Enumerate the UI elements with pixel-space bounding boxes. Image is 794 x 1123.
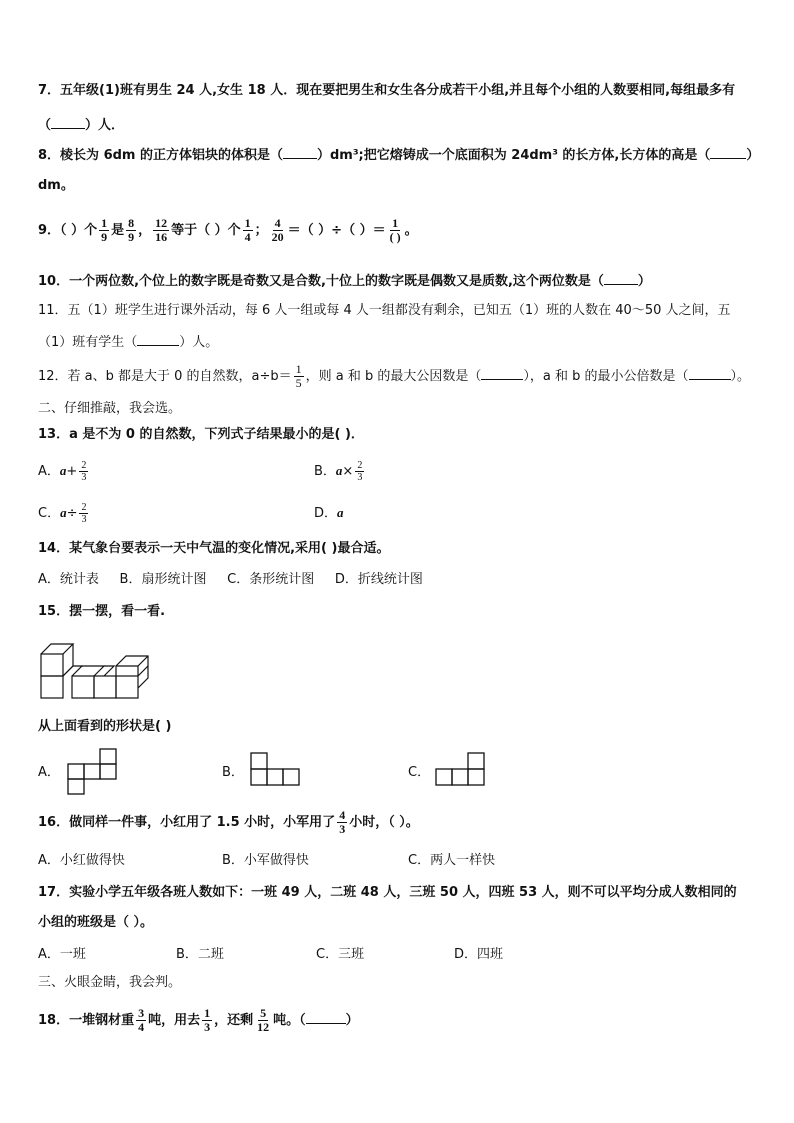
q9-frac-2 — [126, 217, 136, 244]
q7-line2 — [38, 115, 124, 135]
q18-frac-1 — [136, 1007, 146, 1034]
q13-c-op: ÷ — [66, 506, 78, 521]
q17-line2: 小组的班级是（ ）。 — [38, 915, 154, 930]
q9-text-5: ； — [254, 223, 268, 238]
q13-c-frac-num: 2 — [81, 502, 87, 513]
q16-frac-den: 3 — [339, 822, 346, 836]
q7-blank[interactable] — [51, 115, 85, 129]
q12-text-3: ），a 和 b 的最小公倍数是（ — [523, 369, 689, 384]
q9-frac-4-den: 4 — [244, 230, 251, 244]
q18-frac-3 — [255, 1007, 271, 1034]
q13-c-label: C． — [38, 506, 61, 521]
q9-frac-4 — [243, 217, 253, 244]
q18-frac-3-num: 5 — [260, 1006, 267, 1020]
q15-stem: 15．摆一摆，看一看. — [38, 604, 166, 619]
q14-stem: 14．某气象台要表示一天中气温的变化情况,采用( )最合适。 — [38, 541, 390, 556]
q8-text-2: ）dm³;把它熔铸成一个底面积为 24dm³ 的长方体,长方体的高是（ — [317, 148, 711, 163]
q10-close: ） — [637, 274, 651, 289]
q13-c-var: a — [60, 505, 67, 520]
q11-close: ）人。 — [179, 335, 219, 350]
q9-frac-6-num: 1 — [392, 216, 399, 230]
q9-frac-5-num: 4 — [274, 216, 281, 230]
q16-text-2: 小时，（ ）。 — [349, 815, 419, 830]
q18-frac-1-num: 3 — [138, 1006, 145, 1020]
q13-a-frac-num: 2 — [81, 460, 87, 471]
q13-option-a[interactable] — [38, 454, 90, 489]
q13-c-frac-den: 3 — [81, 514, 87, 525]
q14-options[interactable]: A．统计表 B．扇形统计图 C．条形统计图 D．折线统计图 — [38, 572, 423, 587]
q16-option-a[interactable]: A．小红做得快 — [38, 853, 125, 868]
q13-b-frac — [355, 460, 364, 483]
q13-stem: 13．a 是不为 0 的自然数，下列式子结果最小的是( )． — [38, 427, 364, 442]
q12-frac-den: 5 — [295, 376, 302, 390]
q17-line1: 17．实验小学五年级各班人数如下：一班 49 人，二班 48 人，三班 50 人，四班 53 人，则不可以平均分成人数相同的 — [38, 885, 737, 900]
q15-option-b-shape — [251, 752, 303, 788]
q13-a-frac — [79, 460, 88, 483]
q9-frac-6 — [388, 217, 403, 244]
q13-a-var: a — [59, 463, 67, 478]
q9-frac-2-den: 9 — [128, 230, 135, 244]
q13-b-op: × — [342, 464, 354, 479]
q9-frac-1-num: 1 — [101, 216, 108, 230]
q9-frac-3 — [153, 217, 169, 244]
q18-text-2: 吨，用去 — [148, 1013, 201, 1028]
q13-b-var: a — [335, 463, 343, 478]
q13-d-label: D． — [314, 506, 338, 521]
q13-a-op: + — [66, 464, 78, 479]
q18-text-3: ，还剩 — [214, 1013, 254, 1028]
q8-line2: dm。 — [38, 178, 74, 193]
q11-line1: 11．五（1）班学生进行课外活动，每 6 人一组或每 4 人一组都没有剩余，已知五（1）班的人数在 40～50 人之间，五 — [38, 303, 731, 318]
q7-close: ）人． — [85, 118, 125, 133]
q16-frac-num: 4 — [339, 808, 346, 822]
q16-stem — [38, 804, 419, 842]
q18-blank[interactable] — [306, 1010, 346, 1024]
q9-frac-4-num: 1 — [244, 216, 251, 230]
q15-question: 从上面看到的形状是( ) — [38, 719, 172, 734]
q18-frac-1-den: 4 — [138, 1020, 145, 1034]
section-3-heading: 三、火眼金睛，我会判。 — [38, 975, 182, 990]
q15-cube-figure — [38, 640, 148, 700]
q12-text-2: ，则 a 和 b 的最大公因数是（ — [305, 369, 482, 384]
q18-frac-3-den: 12 — [257, 1020, 270, 1034]
q15-option-a-label[interactable]: A． — [38, 765, 60, 780]
q9-text-7: 。 — [404, 223, 418, 238]
q13-c-frac — [79, 502, 88, 525]
q13-option-c[interactable] — [38, 496, 90, 531]
q12-line — [38, 358, 750, 396]
q8-text-3: ） — [746, 148, 760, 163]
q13-a-label: A． — [38, 464, 60, 479]
q18-frac-2-den: 3 — [204, 1020, 211, 1034]
q18-text-4: 吨。（ — [273, 1013, 306, 1028]
q16-text-1: 16．做同样一件事，小红用了 1.5 小时，小军用了 — [38, 815, 336, 830]
q12-text-1: 12．若 a、b 都是大于 0 的自然数，a÷b＝ — [38, 369, 292, 384]
q13-b-frac-den: 3 — [357, 472, 363, 483]
q9-frac-5 — [270, 217, 286, 244]
q15-option-b-label[interactable]: B． — [222, 765, 244, 780]
q8-blank-2[interactable] — [710, 145, 746, 159]
q16-option-b[interactable]: B．小军做得快 — [222, 853, 309, 868]
q18-frac-2 — [202, 1007, 212, 1034]
q9-frac-5-den: 20 — [271, 230, 284, 244]
q12-blank-1[interactable] — [481, 366, 523, 380]
q7-line1: 7．五年级(1)班有男生 24 人,女生 18 人．现在要把男生和女生各分成若干小组,并且每个小组的人数要相同,每组最多有 — [38, 83, 736, 98]
q13-option-b[interactable] — [314, 454, 366, 489]
q18-frac-2-num: 1 — [204, 1006, 211, 1020]
q18-text-5: ） — [345, 1013, 359, 1028]
q7-open: （ — [38, 118, 52, 133]
q9-frac-1-den: 9 — [101, 230, 108, 244]
q12-text-4: ）。 — [730, 369, 751, 384]
q18-text-1: 18．一堆钢材重 — [38, 1013, 135, 1028]
q8-blank-1[interactable] — [283, 145, 317, 159]
q11-line2 — [38, 332, 218, 352]
q9-text-3: ， — [138, 223, 152, 238]
q9-frac-6-den: ( ) — [389, 230, 401, 244]
q17-option-c[interactable]: C．三班 — [316, 947, 365, 962]
q16-frac — [337, 809, 347, 836]
q15-option-c-shape — [436, 752, 488, 788]
q9-frac-1 — [99, 217, 109, 244]
q11-open: （1）班有学生（ — [38, 335, 138, 350]
q17-option-d[interactable]: D．四班 — [454, 947, 504, 962]
q12-frac — [294, 363, 304, 390]
q18-line — [38, 1002, 359, 1040]
q13-d-var: a — [337, 505, 344, 520]
q9-frac-2-num: 8 — [128, 216, 135, 230]
q12-blank-2[interactable] — [689, 366, 731, 380]
section-2-heading: 二、仔细推敲，我会选。 — [38, 401, 182, 416]
q8-line1 — [38, 145, 759, 165]
q17-option-b[interactable]: B．二班 — [176, 947, 224, 962]
q9-text-1: 9．（ ）个 — [38, 223, 98, 238]
q17-option-a[interactable]: A．一班 — [38, 947, 86, 962]
q10-line — [38, 271, 651, 291]
q13-a-frac-den: 3 — [81, 472, 87, 483]
q9-frac-3-num: 12 — [155, 216, 168, 230]
q9-text-2: 是 — [111, 223, 125, 238]
q13-b-frac-num: 2 — [357, 460, 363, 471]
q15-option-a-shape — [68, 748, 120, 796]
q9-frac-3-den: 16 — [155, 230, 168, 244]
q12-frac-num: 1 — [295, 362, 302, 376]
q16-option-c[interactable]: C．两人一样快 — [408, 853, 496, 868]
q13-b-label: B． — [314, 464, 336, 479]
q9-text-4: 等于（ ）个 — [171, 223, 241, 238]
q10-text: 10．一个两位数,个位上的数字既是奇数又是合数,十位上的数字既是偶数又是质数,这个两位数是（ — [38, 274, 604, 289]
q9-text-6: ＝（ ）÷（ ）＝ — [287, 223, 386, 238]
q9-line — [38, 212, 418, 250]
q10-blank[interactable] — [604, 271, 638, 285]
q15-option-c-label[interactable]: C． — [408, 765, 431, 780]
q11-blank[interactable] — [137, 332, 179, 346]
q8-text-1: 8．棱长为 6dm 的正方体铝块的体积是（ — [38, 148, 283, 163]
q13-option-d[interactable] — [314, 496, 344, 531]
